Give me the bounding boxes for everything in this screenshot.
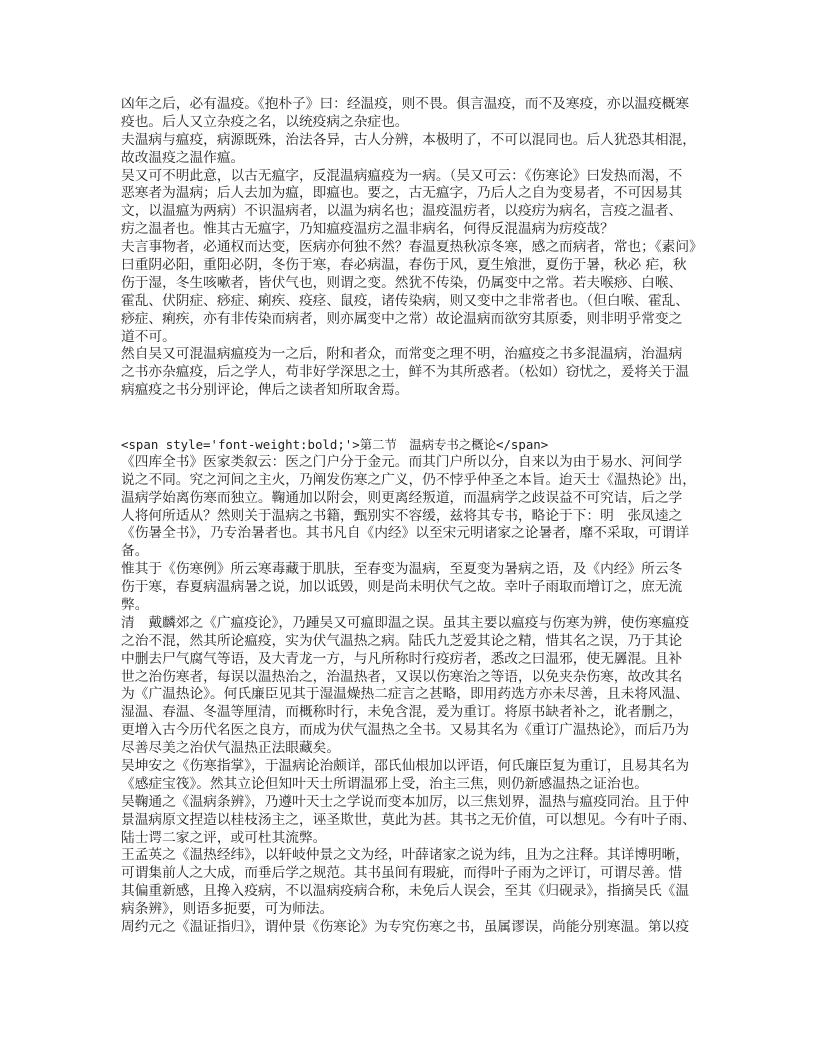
text-line: 故改温疫之温作瘟。 [121,149,245,166]
text-line: 恶寒者为温病；后人去加为瘟，即瘟也。要之，古无瘟字，乃后人之自为变易者，不可因易其 [121,185,683,202]
paragraph [121,561,711,615]
document-page [121,96,711,937]
paragraph [121,239,711,346]
section-2-body [121,454,711,937]
text-line: 尽善尽美之治伏气温热正法眼藏矣。 [121,740,341,757]
text-line: 湿温、春温、冬温等厘清，而概称时行，未免含混，爰为重订。将原书缺者补之，讹者删之， [121,704,683,721]
text-line: 文，以温瘟为两病）不识温病者，以温为病名也；温疫温疠者，以疫疠为病名，言疫之温者、 [121,203,683,220]
text-line: 《四库全书》医家类叙云：医之门户分于金元。而其门户所以分，自来以为由于易水、河间学 [121,453,683,470]
section-1-body [121,96,711,400]
paragraph [121,758,711,794]
text-line: 人将何所适从？然则关于温病之书籍，甄别实不容缓，兹将其专书，略论于下：明 张凤逵之 [121,507,683,524]
text-line: 疠之温者也。惟其古无瘟字，乃知瘟疫温疠之温非病名，何得反混温病为疠疫哉？ [121,221,614,238]
text-line: 夫言事物者，必通权而达变，医病亦何独不然？春温夏热秋凉冬寒，感之而病者，常也；《素问》 [121,239,703,256]
text-line: 其偏重新感，且搀入疫病，不以温病疫病合称，未免后人误会，至其《归砚录》，指摘吴氏《温 [121,883,690,900]
text-line: 伤于湿，冬生咳嗽者，皆伏气也，则谓之变。然犹不传染，仍属变中之常。若夫喉痧、白喉、 [121,274,683,291]
text-line: 痧症、痢疾，亦有非传染而病者，则亦属变中之常）故论温病而欲穷其原委，则非明乎常变之 [121,310,683,327]
paragraph [121,132,711,168]
text-line: 景温病原文捏造以桂枝汤主之，诬圣欺世，莫此为甚。其书之无价值，可以想见。今有叶子雨、 [121,811,696,828]
paragraph [121,168,711,240]
text-line: 周约元之《温证指归》，谓仲景《伤寒论》为专究伤寒之书，虽属谬误，尚能分别寒温。第以疫 [121,918,690,935]
text-line: 《感症宝筏》。然其立论但知叶天士所谓温邪上受，治主三焦，则仍新感温热之证治也。 [121,775,648,792]
text-line: 病条辨》，则语多扼要，可为师法。 [121,901,334,918]
text-line: 《伤暑全书》，乃专治暑者也。其书凡自《内经》以至宋元明诸家之论暑者，靡不采取，可谓详 [121,525,690,542]
text-line: 可谓集前人之大成，而垂后学之规范。其书虽间有瑕疵，而得叶子雨为之评订，可谓尽善。惜 [121,865,683,882]
text-line: 温病学始离伤寒而独立。鞠通加以附会，则更离经叛道，而温病学之歧误益不可究诘，后之学 [121,489,683,506]
text-line: 陆士谔二家之评，或可杜其流弊。 [121,829,327,846]
text-line: 世之治伤寒者，每误以温热治之，治温热者，又误以伤寒治之等语，以免夹杂伤寒，故改其名 [121,668,683,685]
text-line: 之治不混，然其所论瘟疫，实为伏气温热之病。陆氏九芝爱其论之精，惜其名之误，乃于其论 [121,632,683,649]
section-2-heading: <span style='font-weight:bold;'>第二节 温病专书之概论</span> [121,436,549,452]
text-line: 为《广温热论》。何氏廉臣见其于湿温燥热二症言之甚略，即用药选方亦未尽善，且未将风温、 [121,686,690,703]
paragraph [121,454,711,561]
text-line: 吴又可不明此意，以古无瘟字，反混温病瘟疫为一病。（吴又可云：《伤寒论》曰发热而渴，不 [121,167,683,184]
text-line: 说之不同。究之河间之主火，乃阐发伤寒之广义，仍不悖乎仲圣之本旨。迨天士《温热论》出， [121,471,696,488]
text-line: 凶年之后，必有温疫。《抱朴子》曰：经温疫，则不畏。俱言温疫，而不及寒疫，亦以温疫概寒 [121,96,690,112]
paragraph [121,847,711,919]
text-line: 伤于寒，春夏病温病暑之说，加以诋毁，则是尚未明伏气之故。幸叶子雨取而增订之，庶无流 [121,579,683,596]
text-line: 病瘟疫之书分别评论，俾后之读者知所取舍焉。 [121,382,409,399]
paragraph [121,919,711,937]
text-line: 中删去尸气腐气等语，及大青龙一方，与凡所称时行疫疠者，悉改之曰温邪，使无羼混。且补 [121,650,683,667]
blank-spacer [121,400,711,436]
text-line: 然自吴又可混温病瘟疫为一之后，附和者众，而常变之理不明，治瘟疫之书多混温病，治温病 [121,346,683,363]
paragraph [121,96,711,132]
text-line: 霍乱、伏阴症、痧症、痢疾、疫痉、鼠疫，诸传染病，则又变中之非常者也。（但白喉、霍乱、 [121,292,690,309]
paragraph [121,615,711,758]
text-line: 道不可。 [121,328,176,345]
text-line: 夫温病与瘟疫，病源既殊，治法各异，古人分辨，本极明了，不可以混同也。后人犹恐其相混， [121,131,696,148]
text-line: 曰重阴必阳，重阳必阴，冬伤于寒，春必病温，春伤于风，夏生飧泄，夏伤于暑，秋必 疟，秋 [121,257,687,274]
text-line: 吴鞠通之《温病条辨》，乃遵叶天士之学说而变本加厉，以三焦划界，温热与瘟疫同治。且于仲 [121,793,690,810]
text-line: 更增入古今历代名医之良方，而成为伏气温热之全书。又易其名为《重订广温热论》，而后乃为 [121,722,690,739]
text-line: 疫也。后人又立杂疫之名，以统疫病之杂症也。 [121,113,409,130]
text-line: 之书亦杂瘟疫，后之学人，苟非好学深思之士，鲜不为其所惑者。（松如）窃忧之，爰将关于温 [121,364,690,381]
text-line: 吴坤安之《伤寒指掌》，于温病论治颇详，邵氏仙根加以评语，何氏廉臣复为重订，且易其名为 [121,757,690,774]
text-line: 惟其于《伤寒例》所云寒毒藏于肌肤，至春变为温病，至夏变为暑病之语，及《内经》所云冬 [121,561,683,578]
text-line: 王孟英之《温热经纬》，以轩岐仲景之文为经，叶薛诸家之说为纬，且为之注释。其详博明晰， [121,847,690,864]
text-line: 弊。 [121,596,149,613]
text-line: 清 戴麟郊之《广瘟疫论》，乃踵吴又可瘟即温之误。虽其主要以瘟疫与伤寒为辨，使伤寒瘟疫 [121,614,690,631]
text-line: 备。 [121,543,149,560]
paragraph [121,794,711,848]
paragraph [121,346,711,400]
